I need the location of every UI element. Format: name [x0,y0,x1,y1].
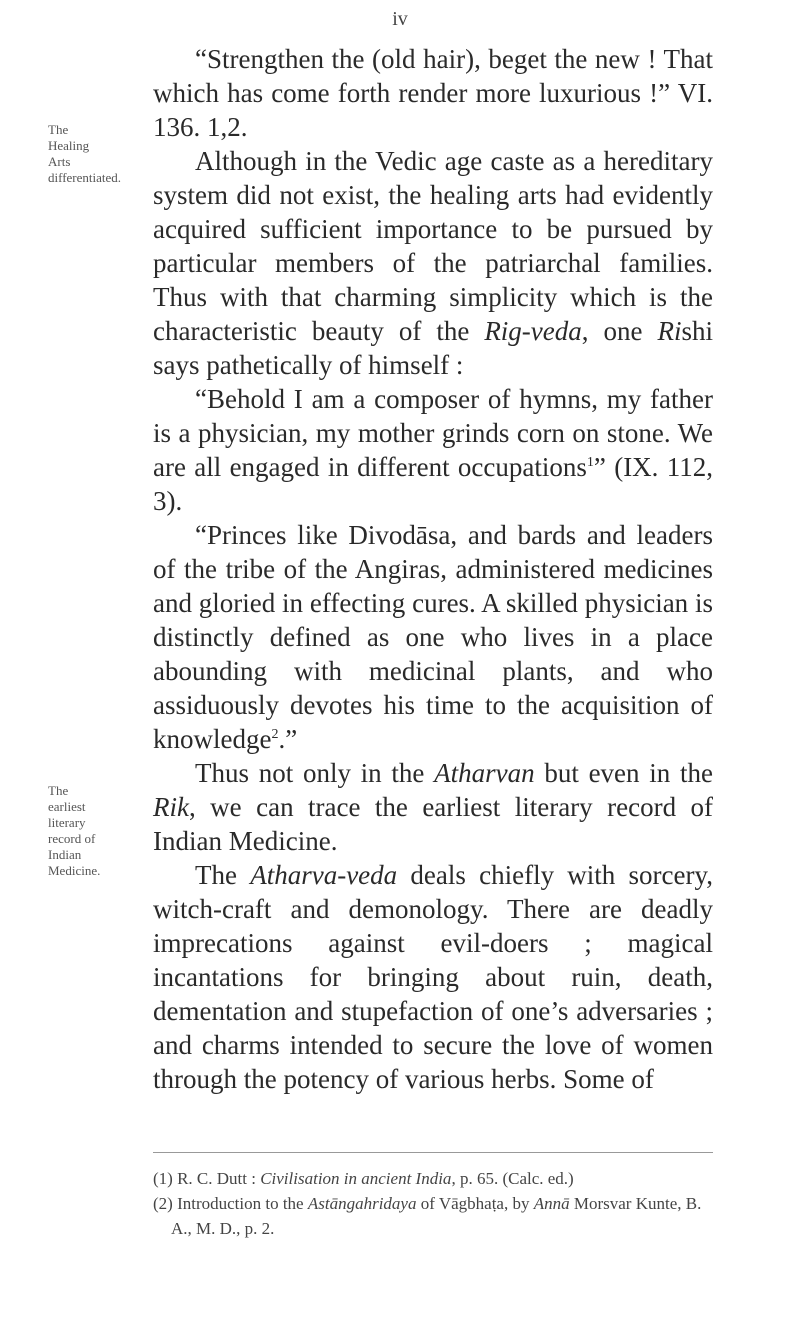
sidenote-earliest-record: The earliest literary record of Indian Medicine. [48,783,101,878]
footnote-ref-1: 1 [586,455,594,470]
footnote-ref-2: 2 [271,727,279,742]
footnote-1: (1) R. C. Dutt : Civilisation in ancient India, p. 65. (Calc. ed.) [153,1169,574,1188]
main-text [153,42,713,1096]
paragraph-earliest-record: Thus not only in the Atharvan but even in the Rik, we can trace the earliest literary record of Indian Medicine. [153,758,713,856]
atharvan-term: Atharvan [434,758,535,788]
rik-term: Rik [153,792,189,822]
paragraph-healing-arts: Although in the Vedic age caste as a hereditary system did not exist, the healing arts had evidently acquired sufficient importance to be pursued by particular members of the patriarchal families. Thus with that charming simplicity which is the characteristic beauty of the Rig-veda, one Rishi says pathetically of himself : [153,146,713,380]
paragraph-quote-princes: “Princes like Divodāsa, and bards and leaders of the tribe of the Angiras, administered medicines and gloried in effecting cures. A skilled physician is distinctly defined as one who lives in a place abounding with medicinal plants, and who assiduously devotes his time to the acquisition of knowledge$^2$.” [153,520,713,754]
paragraph-atharva-veda: The Atharva-veda deals chiefly with sorcery, witch-craft and demonology. There are deadly imprecations against evil-doers ; magical incantations for bringing about ruin, death, dementation and stupefaction of one’s adversaries ; and charms intended to secure the love of women through the potency of various herbs. Some of [153,860,713,1094]
paragraph-quote-strengthen: “Strengthen the (old hair), beget the new ! That which has come forth render more luxurious !” VI. 136. 1,2. [153,44,713,142]
page-number: iv [392,8,408,30]
rishi-term: Ri [657,316,682,346]
atharva-veda-term: Atharva-veda [250,860,398,890]
paragraph-quote-behold: “Behold I am a composer of hymns, my father is a physician, my mother grinds corn on stone. We are all engaged in different occupations$^1$” (IX. 112, 3). [153,384,713,516]
sidenote-healing-arts: The Healing Arts differentiated. [48,122,122,185]
footnote-2: (2) Introduction to the Astāngahridaya of Vāgbhaṭa, by Annā Morsvar Kunte, B. A., M. D., p. 2. [153,1194,702,1238]
footnote-divider [153,1152,713,1153]
footnotes [153,1166,713,1241]
rig-veda-term: Rig-veda [484,316,582,346]
